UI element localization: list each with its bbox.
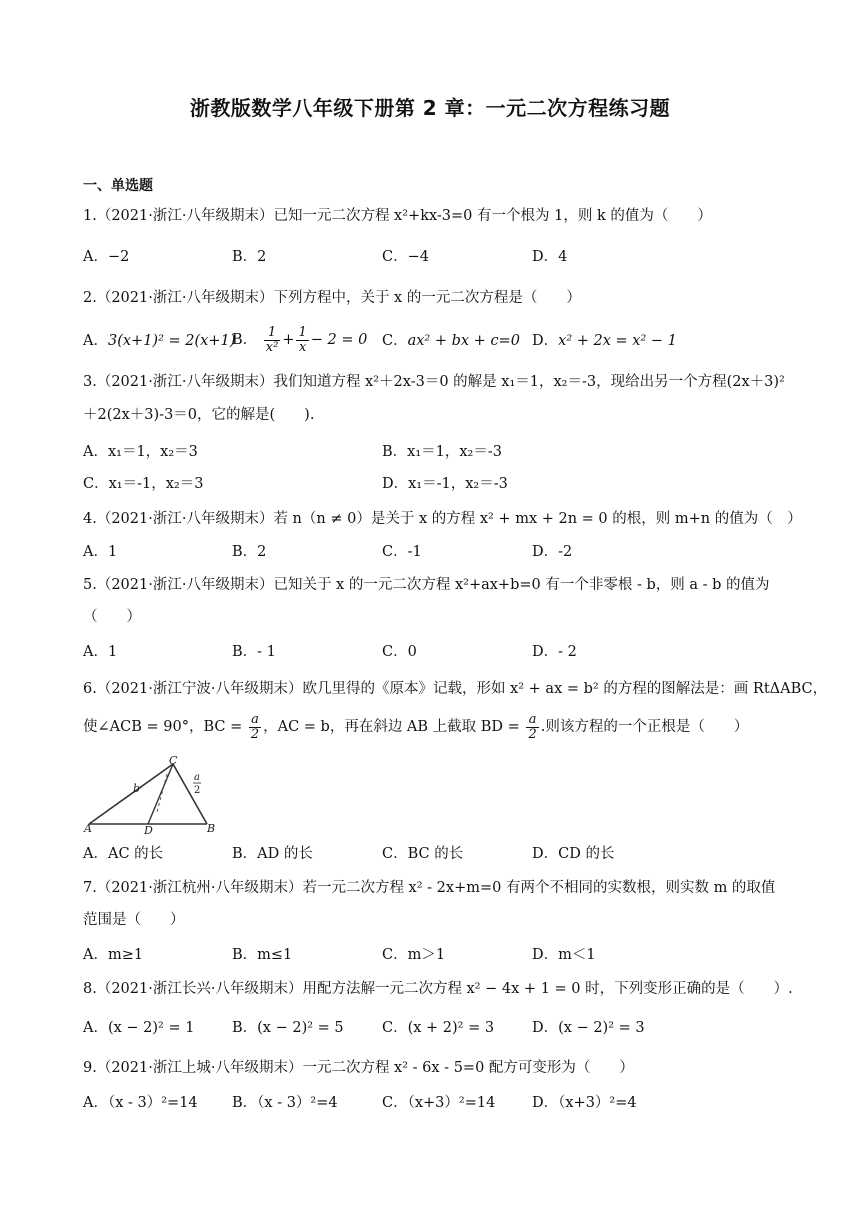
q6-bc-fraction: $\frac{a}{2}$ [250, 711, 260, 742]
q1-option-a[interactable]: A．−2 [83, 249, 130, 265]
q2-option-c[interactable] [382, 331, 520, 351]
q9-option-d[interactable]: D．（x+3）²=4 [532, 1095, 637, 1111]
q7-option-c[interactable]: C．m＞1 [382, 947, 446, 963]
question-8: 8.（2021·浙江长兴·八年级期末）用配方法解一元二次方程 x² − 4x + 1 = 0 时，下列变形正确的是（ ）. [83, 981, 793, 997]
question-9: 9.（2021·浙江上城·八年级期末）一元二次方程 x² - 6x - 5=0 配方可变形为（ ） [83, 1060, 634, 1076]
figure-label-c: C [169, 756, 178, 767]
q2-option-d-math: x² + 2x = x² − 1 [558, 333, 677, 349]
q2-option-c-letter: C． [382, 333, 408, 349]
q2-option-d-letter: D． [532, 333, 559, 349]
q6-option-c[interactable]: C．BC 的长 [382, 846, 464, 862]
q2-option-a-letter: A． [83, 333, 108, 349]
q6-line2-part-a: 使∠ACB = 90°，BC = [83, 719, 247, 735]
q2-option-a-math: 3(x+1)² = 2(x+1) [107, 333, 236, 349]
triangle-figure [83, 756, 218, 834]
q2-option-a[interactable] [83, 331, 235, 351]
figure-label-side-2: 2 [194, 785, 201, 796]
q6-option-a[interactable]: A．AC 的长 [83, 846, 164, 862]
question-3-line-1: 3.（2021·浙江·八年级期末）我们知道方程 x²＋2x-3＝0 的解是 x₁＝1，x₂＝-3，现给出另一个方程(2x＋3)² [83, 374, 785, 390]
q6-bd-fraction: $\frac{a}{2}$ [528, 711, 537, 742]
figure-label-side-a: a [194, 772, 200, 783]
q8-option-d[interactable]: D．(x − 2)² = 3 [532, 1020, 645, 1036]
q9-option-a[interactable]: A．（x - 3）²=14 [83, 1095, 198, 1111]
q2-option-b-tail: − 2 = 0 [310, 332, 368, 348]
question-3-line-2: ＋2(2x＋3)-3＝0，它的解是( ). [83, 407, 315, 423]
q2-option-c-math: ax² + bx + c=0 [407, 333, 520, 349]
q7-option-d[interactable]: D．m＜1 [532, 947, 596, 963]
q4-option-a[interactable]: A．1 [83, 544, 118, 560]
question-4: 4.（2021·浙江·八年级期末）若 n（n ≠ 0）是关于 x 的方程 x² + mx + 2n = 0 的根，则 m+n 的值为（ ） [83, 511, 802, 527]
figure-label-a: A [84, 822, 92, 834]
q7-option-a[interactable]: A．m≥1 [83, 947, 144, 963]
figure-label-d: D [144, 824, 153, 834]
question-1: 1.（2021·浙江·八年级期末）已知一元二次方程 x²+kx-3=0 有一个根为 1，则 k 的值为（ ） [83, 208, 712, 224]
q6-line2-part-b: ，AC = b，再在斜边 AB 上截取 BD = [263, 719, 525, 735]
question-7-line-1: 7.（2021·浙江杭州·八年级期末）若一元二次方程 x² - 2x+m=0 有两个不相同的实数根，则实数 m 的取值 [83, 880, 776, 896]
question-7-line-2: 范围是（ ） [83, 912, 185, 928]
q2-option-d[interactable] [532, 331, 677, 351]
q6-line2-part-c: .则该方程的一个正根是（ ） [540, 719, 749, 735]
q3-option-b[interactable]: B．x₁＝1，x₂＝-3 [382, 444, 502, 460]
q7-option-b[interactable]: B．m≤1 [232, 947, 293, 963]
section-heading: 一、单选题 [83, 178, 153, 194]
q5-option-d[interactable]: D．- 2 [532, 644, 577, 660]
figure-label-b: B [207, 822, 216, 834]
figure-side-bc [173, 764, 207, 824]
q5-option-c[interactable]: C．0 [382, 644, 417, 660]
figure-label-side-b: b [133, 782, 141, 795]
q1-option-d[interactable]: D．4 [532, 249, 568, 265]
q9-option-b[interactable]: B．（x - 3）²=4 [232, 1095, 338, 1111]
q3-option-d[interactable]: D．x₁＝-1，x₂＝-3 [382, 476, 508, 492]
q9-option-c[interactable]: C．（x+3）²=14 [382, 1095, 496, 1111]
q1-option-c[interactable]: C．−4 [382, 249, 429, 265]
q5-option-a[interactable]: A．1 [83, 644, 118, 660]
q8-option-b[interactable]: B．(x − 2)² = 5 [232, 1020, 344, 1036]
q2-option-b[interactable]: B． $\frac{1}{\text{x²}}$ + $\frac{1}{x}$ − 2 = 0 [232, 324, 368, 355]
question-6-line-1: 6.（2021·浙江宁波·八年级期末）欧几里得的《原本》记载，形如 x² + ax = b² 的方程的图解法是：画 RtΔABC， [83, 681, 828, 697]
q2-option-b-letter: B． [232, 332, 258, 348]
q4-option-d[interactable]: D．-2 [532, 544, 573, 560]
q6-option-d[interactable]: D．CD 的长 [532, 846, 615, 862]
q2-option-b-frac2: $\frac{1}{x}$ [298, 324, 307, 355]
question-6-line-2 [83, 710, 748, 744]
q1-option-b[interactable]: B．2 [232, 249, 267, 265]
question-5-line-2: （ ） [83, 609, 141, 625]
q4-option-c[interactable]: C．-1 [382, 544, 422, 560]
q8-option-a[interactable]: A．(x − 2)² = 1 [83, 1020, 195, 1036]
q2-option-b-frac1: $\frac{1}{\text{x²}}$ [265, 324, 279, 355]
q3-option-c[interactable]: C．x₁＝-1，x₂＝3 [83, 476, 204, 492]
q8-option-c[interactable]: C．(x + 2)² = 3 [382, 1020, 495, 1036]
q6-option-b[interactable]: B．AD 的长 [232, 846, 313, 862]
q5-option-b[interactable]: B．- 1 [232, 644, 276, 660]
question-5-line-1: 5.（2021·浙江·八年级期末）已知关于 x 的一元二次方程 x²+ax+b=0 有一个非零根 - b，则 a - b 的值为 [83, 577, 770, 593]
figure-dashed-arc [157, 774, 167, 812]
question-2: 2.（2021·浙江·八年级期末）下列方程中，关于 x 的一元二次方程是（ ） [83, 290, 581, 306]
q4-option-b[interactable]: B．2 [232, 544, 267, 560]
q3-option-a[interactable]: A．x₁＝1，x₂＝3 [83, 444, 198, 460]
page-title: 浙教版数学八年级下册第 2 章：一元二次方程练习题 [189, 96, 671, 120]
